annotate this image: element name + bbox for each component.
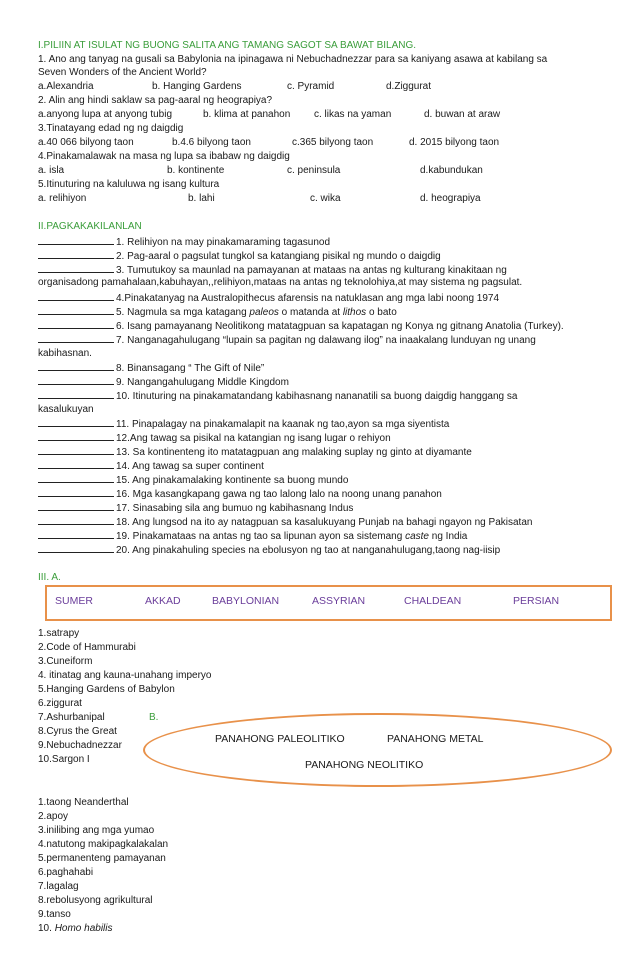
identification-item: 8. Binansagang “ The Gift of Nile”	[38, 361, 264, 375]
identification-item: 18. Ang lungsod na ito ay natagpuan sa kasalukuyang Punjab na bahagi ngayon ng Pakisatan	[38, 515, 532, 529]
identification-item: 20. Ang pinakahuling species na ebolusyon ng tao at nanganahulugang,taong nag-iisip	[38, 543, 500, 557]
identification-item: 13. Sa kontinenteng ito matatagpuan ang malaking suplay ng ginto at diyamante	[38, 445, 472, 459]
question-2: 2. Alin ang hindi saklaw sa pag-aaral ng heograpiya?	[38, 95, 273, 106]
period-label: PANAHONG NEOLITIKO	[305, 759, 424, 771]
period-item: 8.rebolusyong agrikultural	[38, 895, 153, 906]
answer-blank[interactable]	[38, 417, 114, 427]
matching-item: 3.Cuneiform	[38, 656, 93, 667]
answer-blank[interactable]	[38, 333, 114, 343]
identification-item: 10. Itinuturing na pinakamatandang kabihasnang nananatili sa buong daigdig hanggang sa	[38, 389, 517, 403]
question-5: 5.Itinuturing na kaluluwa ng isang kultura	[38, 179, 220, 190]
answer-blank[interactable]	[38, 529, 114, 539]
part-b-label: B.	[149, 712, 159, 723]
identification-item: 9. Nangangahulugang Middle Kingdom	[38, 375, 289, 389]
period-item: 10. Homo habilis	[38, 923, 113, 934]
q3-option-c: c.365 bilyong taon	[292, 137, 374, 148]
q2-option-d: d. buwan at araw	[424, 109, 501, 120]
identification-item: 6. Isang pamayanang Neolitikong matatagpuan sa kapatagan ng Konya ng gitnang Anatolia (Turkey).	[38, 319, 564, 333]
q3-option-d: d. 2015 bilyong taon	[409, 137, 500, 148]
answer-blank[interactable]	[38, 515, 114, 525]
q2-option-c: c. likas na yaman	[314, 109, 392, 120]
q1-option-d: d.Ziggurat	[386, 81, 432, 92]
identification-item-cont: kasalukuyan	[38, 404, 94, 415]
matching-item: 10.Sargon I	[38, 754, 90, 765]
question-3: 3.Tinatayang edad ng ng daigdig	[38, 123, 184, 134]
answer-blank[interactable]	[38, 473, 114, 483]
q4-option-a: a. isla	[38, 165, 65, 176]
period-label: PANAHONG METAL	[387, 733, 484, 745]
identification-item: 2. Pag-aaral o pagsulat tungkol sa katangiang pisikal ng mundo o daigdig	[38, 249, 441, 263]
q1-option-a: a.Alexandria	[38, 81, 94, 92]
period-item: 2.apoy	[38, 811, 69, 822]
q4-option-d: d.kabundukan	[420, 165, 483, 176]
matching-item: 4. itinatag ang kauna-unahang imperyo	[38, 670, 212, 681]
choice-label: PERSIAN	[513, 595, 560, 607]
period-item: 3.inilibing ang mga yumao	[38, 825, 155, 836]
q1-option-b: b. Hanging Gardens	[152, 81, 242, 92]
period-item: 5.permanenteng pamayanan	[38, 853, 166, 864]
answer-blank[interactable]	[38, 459, 114, 469]
q5-option-c: c. wika	[310, 193, 341, 204]
matching-item: 6.ziggurat	[38, 698, 82, 709]
answer-blank[interactable]	[38, 501, 114, 511]
matching-item: 7.Ashurbanipal	[38, 712, 105, 723]
choice-label: SUMER	[55, 595, 93, 607]
period-item: 4.natutong makipagkalakalan	[38, 839, 169, 850]
q4-option-b: b. kontinente	[167, 165, 225, 176]
answer-blank[interactable]	[38, 305, 114, 315]
answer-blank[interactable]	[38, 375, 114, 385]
identification-item: 19. Pinakamataas na antas ng tao sa lipunan ayon sa sistemang caste ng India	[38, 529, 467, 543]
answer-blank[interactable]	[38, 319, 114, 329]
identification-item-cont: kabihasnan.	[38, 348, 92, 359]
identification-item: 15. Ang pinakamalaking kontinente sa buong mundo	[38, 473, 348, 487]
answer-blank[interactable]	[38, 389, 114, 399]
section3-heading: III. A.	[38, 572, 61, 583]
q3-option-a: a.40 066 bilyong taon	[38, 137, 134, 148]
matching-item: 5.Hanging Gardens of Babylon	[38, 684, 175, 695]
q1-option-c: c. Pyramid	[287, 81, 335, 92]
choice-label: AKKAD	[145, 595, 181, 607]
choice-label: ASSYRIAN	[312, 595, 366, 607]
period-item: 7.lagalag	[38, 881, 79, 892]
identification-item-cont: organisadong pamahalaan,kabuhayan,,relihiyon,mataas na antas ng teknolohiya,at may sistema ng pagsulat.	[38, 277, 523, 288]
matching-item: 8.Cyrus the Great	[38, 726, 117, 737]
choice-label: CHALDEAN	[404, 595, 462, 607]
answer-blank[interactable]	[38, 263, 114, 273]
answer-blank[interactable]	[38, 445, 114, 455]
answer-blank[interactable]	[38, 291, 114, 301]
q4-option-c: c. peninsula	[287, 165, 341, 176]
period-choices-oval	[143, 713, 612, 787]
answer-blank[interactable]	[38, 361, 114, 371]
answer-blank[interactable]	[38, 431, 114, 441]
matching-item: 2.Code of Hammurabi	[38, 642, 136, 653]
period-item: 1.taong Neanderthal	[38, 797, 129, 808]
identification-item: 4.Pinakatanyag na Australopithecus afarensis na natuklasan ang mga labi noong 1974	[38, 291, 499, 305]
q3-option-b: b.4.6 bilyong taon	[172, 137, 251, 148]
identification-item: 11. Pinapalagay na pinakamalapit na kaanak ng tao,ayon sa mga siyentista	[38, 417, 449, 431]
answer-blank[interactable]	[38, 487, 114, 497]
question-4: 4.Pinakamalawak na masa ng lupa sa ibabaw ng daigdig	[38, 151, 290, 162]
identification-item: 7. Nanganagahulugang “lupain sa pagitan ng dalawang ilog” na inaakalang lunduyan ng unang	[38, 333, 536, 347]
section1-heading: I.PILIIN AT ISULAT NG BUONG SALITA ANG TAMANG SAGOT SA BAWAT BILANG.	[38, 40, 417, 51]
q5-option-d: d. heograpiya	[420, 193, 481, 204]
period-label: PANAHONG PALEOLITIKO	[215, 733, 345, 745]
question-1-cont: Seven Wonders of the Ancient World?	[38, 67, 207, 78]
identification-item: 3. Tumutukoy sa maunlad na pamayanan at mataas na antas ng kulturang kinakitaan ng	[38, 263, 507, 277]
answer-blank[interactable]	[38, 235, 114, 245]
identification-item: 14. Ang tawag sa super continent	[38, 459, 264, 473]
period-item: 9.tanso	[38, 909, 71, 920]
section2-heading: II.PAGKAKAKILANLAN	[38, 221, 142, 232]
q5-option-b: b. lahi	[188, 193, 215, 204]
identification-item: 5. Nagmula sa mga katagang paleos o matanda at lithos o bato	[38, 305, 397, 319]
period-item: 6.paghahabi	[38, 867, 94, 878]
q5-option-a: a. relihiyon	[38, 193, 87, 204]
matching-item: 9.Nebuchadnezzar	[38, 740, 122, 751]
answer-blank[interactable]	[38, 543, 114, 553]
q2-option-a: a.anyong lupa at anyong tubig	[38, 109, 172, 120]
identification-item: 12.Ang tawag sa pisikal na katangian ng isang lugar o rehiyon	[38, 431, 391, 445]
identification-item: 17. Sinasabing sila ang bumuo ng kabihasnang Indus	[38, 501, 353, 515]
identification-item: 16. Mga kasangkapang gawa ng tao lalong lalo na noong unang panahon	[38, 487, 442, 501]
choice-label: BABYLONIAN	[212, 595, 280, 607]
civilization-choices-box	[45, 585, 612, 621]
identification-item: 1. Relihiyon na may pinakamaraming tagasunod	[38, 235, 330, 249]
q2-option-b: b. klima at panahon	[203, 109, 291, 120]
question-1: 1. Ano ang tanyag na gusali sa Babylonia na ipinagawa ni Nebuchadnezzar para sa kaniyang asawa at kabilang sa	[38, 54, 548, 65]
answer-blank[interactable]	[38, 249, 114, 259]
matching-item: 1.satrapy	[38, 628, 80, 639]
